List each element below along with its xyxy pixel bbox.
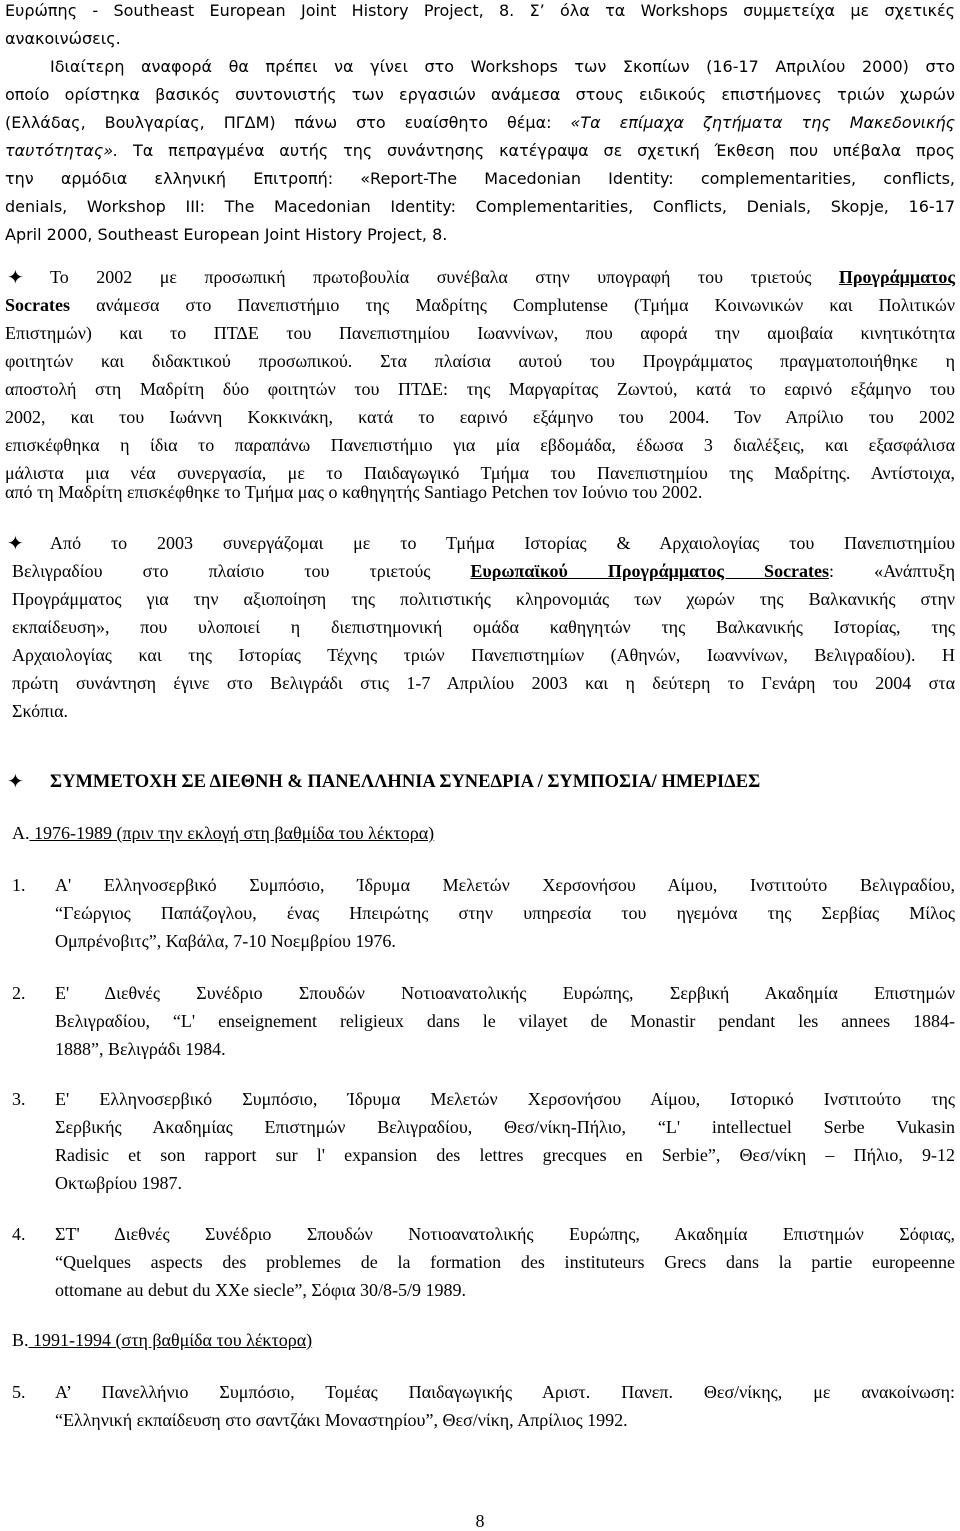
text-line: denials, Workshop III: The Macedonian Identity: Complementarities, Conflicts, Denials, Skopje, 16-17 xyxy=(5,197,955,216)
text-line: “Quelques aspects des problemes de la formation des instituteurs Grecs dans la partie europeenne xyxy=(55,1252,955,1272)
text-line: Σερβικής Ακαδημίας Επιστημών Βελιγραδίου, Θεσ/νίκη-Πήλιο, “L' intellectuel Serbe Vukasin xyxy=(55,1117,955,1137)
text-line: Radisic et son rapport sur l' expansion des lettres grecques en Serbie”, Θεσ/νίκη – Πήλιο, 9-12 xyxy=(55,1145,955,1165)
text-line: Από το 2003 συνεργάζομαι με το Τμήμα Ιστορίας & Αρχαιολογίας του Πανεπιστημίου xyxy=(50,533,955,553)
period-prefix: Α. xyxy=(12,823,30,843)
text-line: ottomane au debut du XXe siecle”, Σόφια 30/8-5/9 1989. xyxy=(55,1280,467,1300)
bold-program: Socrates xyxy=(5,295,70,315)
text-line xyxy=(5,115,955,131)
text-line: Ιδιαίτερη αναφορά θα πρέπει να γίνει στο Workshops των Σκοπίων (16-17 Απριλίου 2000) στο xyxy=(50,57,955,76)
text-line: πρώτη συνάντηση έγινε στο Βελιγράδι στις 1-7 Απριλίου 2003 και η δεύτερη το Γενάρη του 2004 στα xyxy=(12,673,955,693)
text-line: αποστολή στη Μαδρίτη δύο φοιτητών του ΠΤΔΕ: της Μαργαρίτας Ζωντού, κατά το εαρινό εξάμηνο του xyxy=(5,379,955,399)
text-line: Αρχαιολογίας και της Ιστορίας Τέχνης τριών Πανεπιστημίων (Αθηνών, Ιωαννίνων, Βελιγραδίου). Η xyxy=(12,645,955,665)
text-line: Α’ Πανελλήνιο Συμπόσιο, Τομέας Παιδαγωγικής Αριστ. Πανεπ. Θεσ/νίκης, με ανακοίνωση: xyxy=(55,1382,955,1402)
text-line: “Ελληνική εκπαίδευση στο σαντζάκι Μοναστηρίου”, Θεσ/νίκη, Απρίλιος 1992. xyxy=(55,1410,628,1430)
text-line: την αρμόδια ελληνική Επιτροπή: «Report-The Macedonian Identity: complementarities, conflicts, xyxy=(5,169,955,188)
text-line: 2002, και του Ιωάννη Κοκκινάκη, κατά το εαρινό εξάμηνο του 2004. Τον Απρίλιο του 2002 xyxy=(5,407,955,427)
text-line: Ομπρένοβιτς”, Καβάλα, 7-10 Νοεμβρίου 1976. xyxy=(55,931,396,951)
text-line: Προγράμματος για την αξιοποίηση της πολιτιστικής κληρονομιάς των χωρών της Βαλκανικής στην xyxy=(12,589,955,609)
text-line: ανακοινώσεις. xyxy=(5,29,121,48)
text-line: εκπαίδευση», που υλοποιεί η διεπιστημονική ομάδα καθηγητών της Βαλκανικής Ιστορίας, της xyxy=(12,617,955,637)
text-line: επισκέφθηκα η ίδια το παραπάνω Πανεπιστήμιο για μία εβδομάδα, έδωσα 3 διαλέξεις, και εξασφάλισα xyxy=(5,435,955,455)
four-point-star-icon: ✦ xyxy=(7,267,24,289)
text-line: Βελιγραδίου, “L' enseignement religieux dans le vilayet de Monastir pendant les annees 1884- xyxy=(55,1011,955,1031)
text-line xyxy=(12,562,955,580)
section-heading: ΣΥΜΜΕΤΟΧΗ ΣΕ ΔΙΕΘΝΗ & ΠΑΝΕΛΛΗΝΙΑ ΣΥΝΕΔΡΙΑ / ΣΥΜΠΟΣΙΑ/ ΗΜΕΡΙΔΕΣ xyxy=(50,772,761,792)
text-line: φοιτητών και διδακτικού προσωπικού. Στα πλαίσια αυτού του Προγράμματος πραγματοποιήθηκε η xyxy=(5,351,955,371)
page-number: 8 xyxy=(475,1511,485,1531)
four-point-star-icon: ✦ xyxy=(7,533,24,555)
item-number: 3. xyxy=(12,1089,26,1109)
text-line: Επιστημών) και το ΠΤΔΕ του Πανεπιστημίου Ιωαννίνων, που αφορά την αμοιβαία κινητικότητα xyxy=(5,323,955,343)
text-line: Σκόπια. xyxy=(12,701,69,721)
text-span: Τα πεπραγμένα αυτής της συνάντησης κατέγραψα σε σχετική Έκθεση που υπέβαλα προς xyxy=(118,141,955,160)
text-line: Ε' Διεθνές Συνέδριο Σπουδών Νοτιοανατολικής Ευρώπης, Σερβική Ακαδημία Επιστημών xyxy=(55,983,955,1003)
bold-program: Ευρωπαϊκού Προγράμματος Socrates xyxy=(470,561,830,581)
italic-topic: ταυτότητας». xyxy=(5,141,119,160)
period-heading-a xyxy=(12,824,434,842)
period-label: 1976-1989 (πριν την εκλογή στη βαθμίδα του λέκτορα) xyxy=(29,823,435,843)
text-line: Οκτωβρίου 1987. xyxy=(55,1173,183,1193)
text-line xyxy=(50,268,955,286)
text-line xyxy=(5,143,955,159)
text-line: ΣΤ' Διεθνές Συνέδριο Σπουδών Νοτιοανατολικής Ευρώπης, Ακαδημία Επιστημών Σόφιας, xyxy=(55,1224,955,1244)
period-heading-b xyxy=(12,1331,312,1349)
text-span: ανάμεσα στο Πανεπιστήμιο της Μαδρίτης Complutense (Τμήμα Κοινωνικών και Πολιτικών xyxy=(69,295,955,315)
text-line: 1888”, Βελιγράδι 1984. xyxy=(55,1039,226,1059)
text-span: Το 2002 με προσωπική πρωτοβουλία συνέβαλα στην υπογραφή του τριετούς xyxy=(50,267,839,287)
period-label: 1991-1994 (στη βαθμίδα του λέκτορα) xyxy=(28,1330,313,1350)
four-point-star-icon: ✦ xyxy=(7,771,24,793)
text-line: Ε' Ελληνοσερβικό Συμπόσιο, Ίδρυμα Μελετών Χερσονήσου Αίμου, Ιστορικό Ινστιτούτο της xyxy=(55,1089,955,1109)
item-number: 2. xyxy=(12,983,26,1003)
text-line: “Γεώργιος Παπάζογλου, ένας Ηπειρώτης στην υπηρεσία του ηγεμόνα της Σερβίας Μίλος xyxy=(55,903,955,923)
text-line: οποίο ορίστηκα βασικός συντονιστής των εργασιών ανάμεσα στους ειδικούς επιστήμονες τριών χωρών xyxy=(5,85,955,104)
text-line: μάλιστα μια νέα συνεργασία, με το Παιδαγωγικό Τμήμα του Πανεπιστημίου της Μαδρίτης. Αντίστοιχα, xyxy=(5,463,955,483)
text-line: Ευρώπης - Southeast European Joint History Project, 8. Σ’ όλα τα Workshops συμμετείχα με σχετικές xyxy=(5,1,955,20)
text-span: Βελιγραδίου στο πλαίσιο του τριετούς xyxy=(12,561,471,581)
text-line: από τη Μαδρίτη επισκέφθηκε το Τμήμα μας ο καθηγητής Santiago Petchen τον Ιούνιο του 2002. xyxy=(5,482,703,502)
bold-program: Προγράμματος xyxy=(838,267,955,287)
text-line xyxy=(5,296,955,314)
italic-topic: «Τα επίμαχα ζητήματα της Μακεδονικής xyxy=(570,113,956,132)
text-span: (Ελλάδας, Βουλγαρίας, ΠΓΔΜ) πάνω στο ευαίσθητο θέμα: xyxy=(5,113,571,132)
item-number: 1. xyxy=(12,875,26,895)
text-line: April 2000, Southeast European Joint History Project, 8. xyxy=(5,225,448,244)
item-number: 4. xyxy=(12,1224,26,1244)
period-prefix: Β. xyxy=(12,1330,29,1350)
item-number: 5. xyxy=(12,1382,26,1402)
text-span: : «Ανάπτυξη xyxy=(829,561,956,581)
text-line: Α' Ελληνοσερβικό Συμπόσιο, Ίδρυμα Μελετών Χερσονήσου Αίμου, Ινστιτούτο Βελιγραδίου, xyxy=(55,875,955,895)
